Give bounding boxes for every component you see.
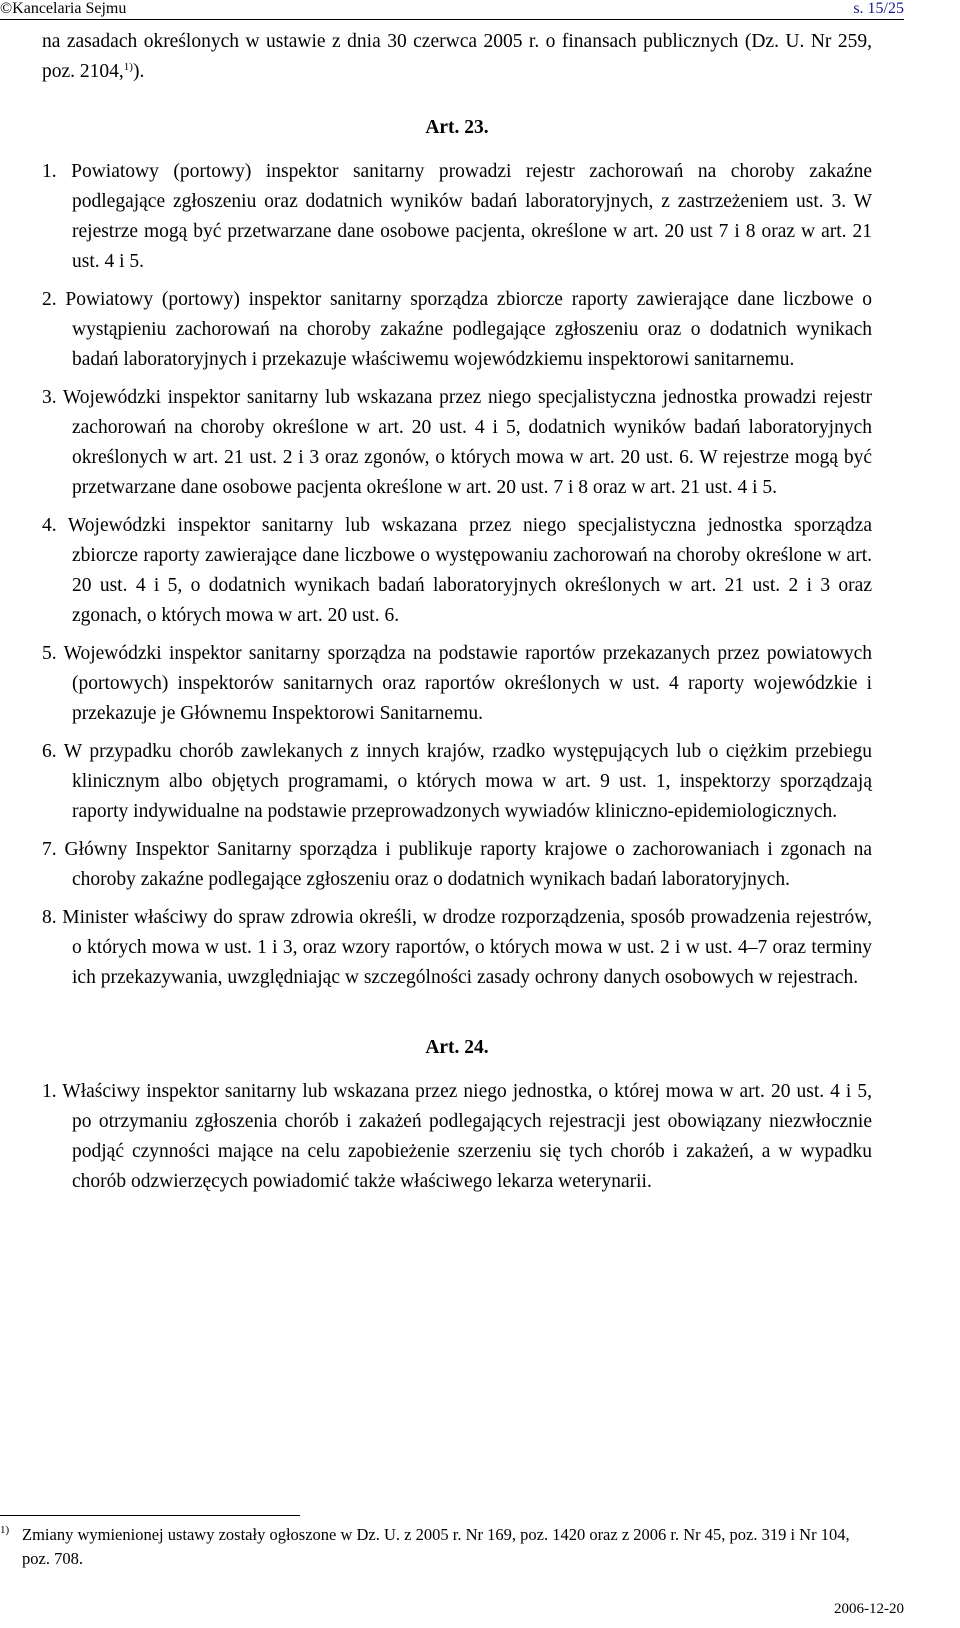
art23-paragraph-3: 3. Wojewódzki inspektor sanitarny lub wskazana przez niego specjalistyczna jednostka prowadzi rejestr zachorowań na choroby określone w art. 20 ust. 4 i 5, dodatnich wyników badań laboratoryjnych określonych w art. 21 ust. 2 i 3 oraz zgonów, o których mowa w art. 20 ust. 6. W rejestrze mogą być przetwarzane dane osobowe pacjenta określone w art. 20 ust. 7 i 8 oraz w art. 21 ust. 4 i 5.: [42, 387, 872, 498]
footnote-reference: 1): [123, 61, 133, 73]
footnote-text: Zmiany wymienionej ustawy zostały ogłoszone w Dz. U. z 2005 r. Nr 169, poz. 1420 oraz z 2006 r. Nr 45, poz. 319 i Nr 104, poz. 708.: [22, 1525, 850, 1568]
publication-date: 2006-12-20: [834, 1601, 904, 1617]
page-number[interactable]: s. 15/25: [853, 0, 904, 17]
art23-paragraph-2: 2. Powiatowy (portowy) inspektor sanitarny sporządza zbiorcze raporty zawierające dane liczbowe o wystąpieniu zachorowań na choroby zakaźne podlegające zgłoszeniu oraz o dodatnich wynikach badań laboratoryjnych i przekazuje właściwemu wojewódzkiemu inspektorowi sanitarnemu.: [42, 289, 872, 370]
footnote-mark-text: 1): [0, 1524, 10, 1536]
art23-paragraph-1: 1. Powiatowy (portowy) inspektor sanitarny prowadzi rejestr zachorowań na choroby zakaźne podlegające zgłoszeniu oraz dodatnich wyników badań laboratoryjnych, z zastrzeżeniem ust. 3. W rejestrze mogą być przetwarzane dane osobowe pacjenta, określone w art. 20 ust 7 i 8 oraz w art. 21 ust. 4 i 5.: [42, 161, 872, 272]
art23-paragraph-7: 7. Główny Inspektor Sanitarny sporządza i publikuje raporty krajowe o zachorowaniach i zgonach na choroby zakaźne podlegające zgłoszeniu oraz o dodatnich wynikach badań laboratoryjnych.: [42, 839, 872, 890]
footnote-mark: [0, 1523, 22, 1547]
art23-paragraph-5: 5. Wojewódzki inspektor sanitarny sporządza na podstawie raportów przekazanych przez powiatowych (portowych) inspektorów sanitarnych oraz raportów określonych w ust. 4 raporty wojewódzkie i przekazuje je Głównemu Inspektorowi Sanitarnemu.: [42, 643, 872, 724]
copyright-notice: ©Kancelaria Sejmu: [0, 0, 127, 17]
header-divider: [0, 19, 904, 20]
art23-paragraph-8: 8. Minister właściwy do spraw zdrowia określi, w drodze rozporządzenia, sposób prowadzenia rejestrów, o których mowa w ust. 1 i 3, oraz wzory raportów, o których mowa w ust. 2 i w ust. 4–7 oraz terminy ich przekazywania, uwzględniając w szczególności zasady ochrony danych osobowych w rejestrach.: [42, 907, 872, 988]
article-23-heading: Art. 23.: [425, 117, 489, 138]
intro-paragraph: [42, 27, 872, 87]
footnote: [0, 1523, 872, 1571]
article-24-heading: Art. 24.: [425, 1037, 489, 1058]
intro-closing: ).: [132, 61, 145, 82]
footnote-divider: [0, 1515, 300, 1516]
document-body: [42, 27, 872, 1205]
art23-paragraph-4: 4. Wojewódzki inspektor sanitarny lub wskazana przez niego specjalistyczna jednostka sporządza zbiorcze raporty zawierające dane liczbowe o występowaniu zachorowań na choroby określone w art. 20 ust. 4 i 5, o dodatnich wynikach badań laboratoryjnych określonych w art. 21 ust. 2 i 3 oraz zgonach, o których mowa w art. 20 ust. 6.: [42, 515, 872, 626]
art23-paragraph-6: 6. W przypadku chorób zawlekanych z innych krajów, rzadko występujących lub o ciężkim przebiegu klinicznym albo objętych programami, o których mowa w art. 9 ust. 1, inspektorzy sporządzają raporty indywidualne na podstawie przeprowadzonych wywiadów kliniczno-epidemiologicznych.: [42, 741, 872, 822]
intro-text: na zasadach określonych w ustawie z dnia 30 czerwca 2005 r. o finansach publicznych (Dz. U. Nr 259, poz. 2104,: [42, 31, 872, 82]
art24-paragraph-1: 1. Właściwy inspektor sanitarny lub wskazana przez niego jednostka, o której mowa w art. 20 ust. 4 i 5, po otrzymaniu zgłoszenia chorób i zakażeń podlegających rejestracji jest obowiązany niezwłocznie podjąć czynności mające na celu zapobieżenie szerzeniu się tych chorób i zakażeń, a w wypadku chorób odzwierzęcych powiadomić także właściwego lekarza weterynarii.: [42, 1081, 872, 1192]
